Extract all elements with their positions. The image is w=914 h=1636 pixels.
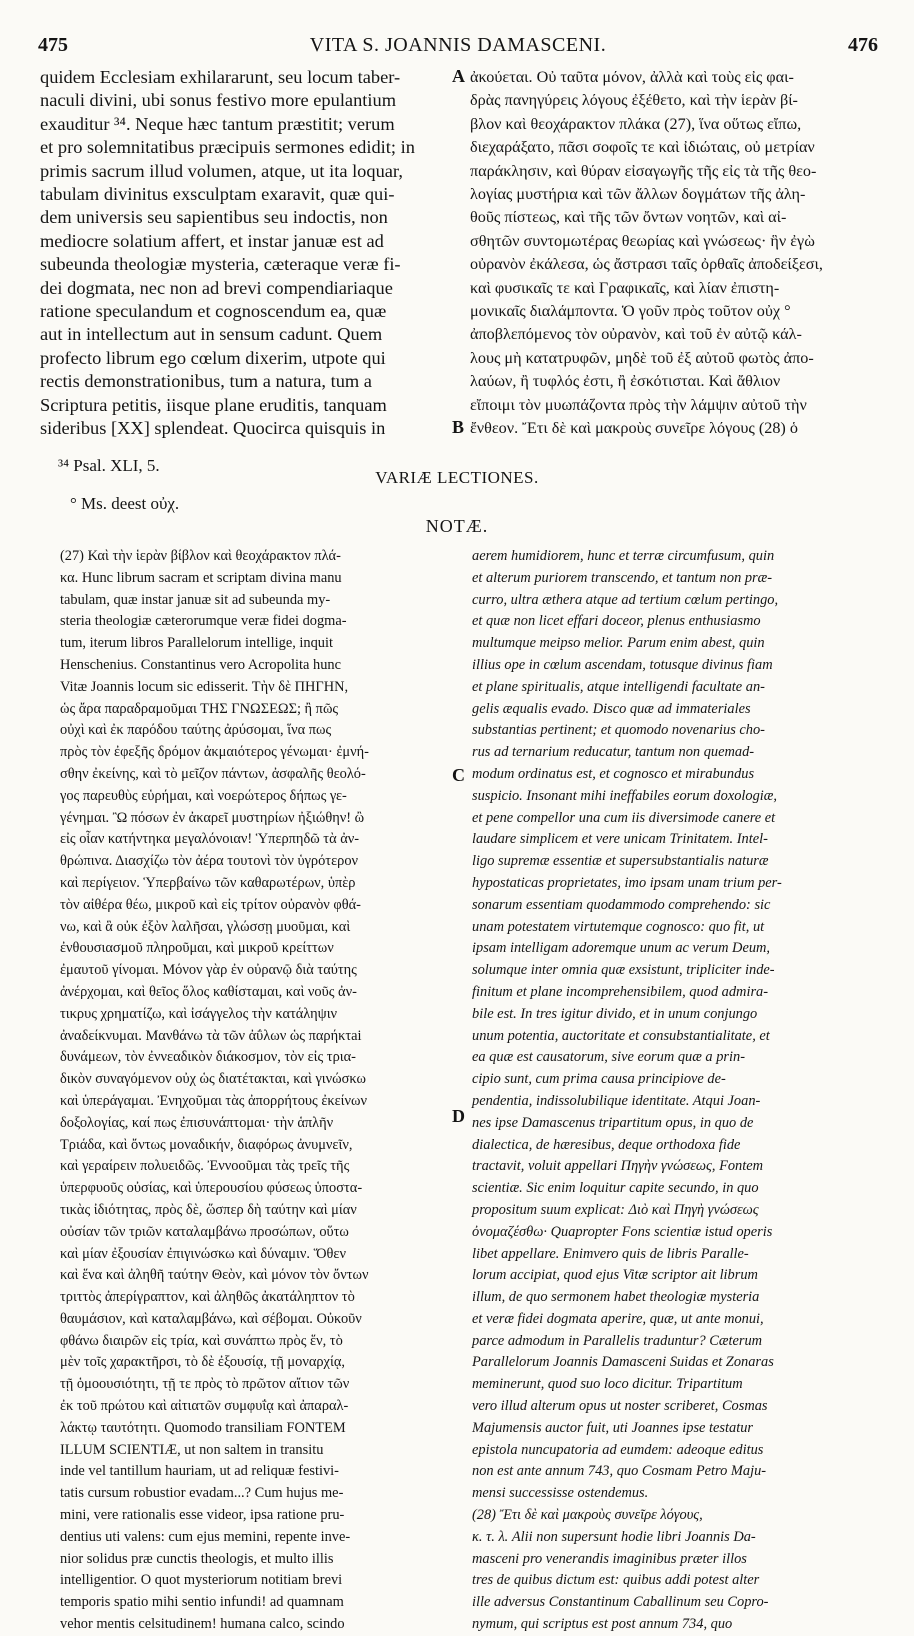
note-line: intelligentior. O quot mysteriorum notitiam brevi: [60, 1572, 343, 1589]
note-line: nes ipse Damascenus tripartitum opus, in quo de: [472, 1114, 754, 1131]
note-line: non est ante annum 743, quo Cosmam Petro Maju-: [472, 1463, 767, 1480]
note-line: multumque meipso melior. Parum enim abest, quin: [472, 635, 765, 652]
note-line: ipsam intelligam adoremque unum ac verum Deum,: [472, 940, 771, 957]
note-line: ἐμαυτοῦ γίνομαι. Μόνον γὰρ ἐν οὐρανῷ διὰ ταύτης: [60, 962, 357, 979]
greek-text-line: παράκλησιν, καὶ θύραν εἰσαγωγῆς τῆς εἰς τὰ τῆς θεο-: [470, 161, 817, 180]
latin-text-line: naculi divini, ubi sonus festivo more epulantium: [40, 90, 397, 111]
footnote-latin: ³⁴ Psal. XLI, 5.: [58, 456, 160, 475]
note-line: ἐνθουσιασμοῦ πληροῦμαι, καὶ μικροῦ κρείττων: [60, 940, 334, 957]
greek-text-line: ἀκούεται. Οὐ ταῦτα μόνον, ἀλλὰ καὶ τοὺς εἰς φαι-: [470, 68, 794, 86]
note-line: suspicio. Insonant mihi ineffabiles eorum doxologiæ,: [472, 787, 777, 804]
latin-text-line: dem universis seu sapientibus seu indoctis, non: [40, 207, 388, 228]
note-line: temporis spatio mihi sentio infundi! ad quamnam: [60, 1594, 344, 1611]
column-marker-a: A: [452, 66, 465, 86]
note-line: τὸν αἰθέρα θέω, μικροῦ καὶ εἰς τρίτον οὐρανὸν φθά-: [60, 896, 361, 913]
note-line: δοξολογίας, καί πως ἐπισυνάπτομαι· τὴν ἁπλῆν: [60, 1114, 334, 1131]
note-line: τριττὸς ἀπερίγραπτον, καὶ ἀληθῶς ἀκατάληπτον τὸ: [60, 1289, 355, 1306]
note-line: δυνάμεων, τὸν ἐννεαδικὸν διάκοσμον, τὸν εἰς τρια-: [60, 1049, 356, 1066]
note-line: laudare simplicem et vere unicam Trinitatem. Intel-: [472, 831, 768, 848]
note-line: inde vel tantillum hauriam, ut ad reliquæ festivi-: [60, 1463, 339, 1480]
note-line: libet appellare. Enimvero quis de libris Paralle-: [472, 1245, 749, 1262]
greek-text-line: εἴποιμι τὸν μυωπάζοντα πρὸς τὴν λάμψιν αὐτοῦ τὴν: [470, 395, 807, 414]
note-line: νω, καὶ ἃ οὐκ ἐξὸν λαλῆσαι, γλώσσῃ μυοῦμαι, καὶ: [60, 918, 351, 935]
note-line: mensi successisse ostendemus.: [472, 1485, 649, 1502]
latin-text-line: exauditur ³⁴. Neque hæc tantum præstitit; verum: [40, 113, 395, 134]
note-line: tres de quibus dictum est: quibus addi potest alter: [472, 1572, 760, 1589]
note-line: sonarum essentiam quodammodo comprehendo: sic: [472, 896, 771, 913]
note-line: φθάνω διαιρῶν εἰς τρία, καὶ συνάπτω πρὸς ἕν, τὸ: [60, 1332, 343, 1349]
note-line: vehor mentis celsitudinem! humana calco, scindo: [60, 1616, 345, 1633]
note-line: vero illud alterum opus ut noster scriberet, Cosmas: [472, 1398, 768, 1415]
latin-text-line: sideribus [XX] splendeat. Quocirca quisquis in: [40, 418, 386, 439]
greek-text-line: ἀποβλεπόμενος τὸν οὐρανὸν, καὶ τοῦ ἐν αὐτῷ κάλ-: [470, 325, 802, 344]
note-line: scientiæ. Sic enim loquitur capite secundo, in quo: [472, 1180, 759, 1197]
note-line: Henschenius. Constantinus vero Acropolita hunc: [60, 656, 341, 673]
column-marker-d: D: [452, 1106, 465, 1126]
latin-text-line: Scriptura petitis, iisque plane eruditis, tanquam: [40, 394, 387, 415]
running-header: [38, 34, 878, 60]
column-marker-b: B: [452, 417, 465, 437]
latin-text-line: rectis demonstrationibus, tum a natura, tum a: [40, 371, 372, 392]
latin-text-line: subeunda theologiæ mysteria, cæteraque veræ fi-: [40, 254, 401, 275]
note-line: καὶ ἕνα καὶ ἀληθῆ ταύτην Θεὸν, καὶ μόνον τὸν ὄντων: [60, 1267, 369, 1284]
note-line: πρὸς τὸν ἐφεξῆς δρόμον ἀκμαιότερος γένωμαι· ἐμνή-: [60, 744, 369, 761]
note-line: καὶ μίαν ἐξουσίαν ἐπιγινώσκω καὶ δύναμιν. Ὅθεν: [60, 1245, 346, 1262]
note-line: Parallelorum Joannis Damasceni Suidas et Zonaras: [472, 1354, 774, 1371]
note-line: καὶ ὑπεράγαμαι. Ἐνηχοῦμαι τὰς ἀπορρήτους ἐκείνων: [60, 1092, 368, 1109]
note-line: ILLUM SCIENTIÆ, ut non saltem in transitu: [60, 1441, 324, 1458]
variae-lectiones-heading: VARIÆ LECTIONES.: [375, 468, 539, 487]
note-line: illius ope in cœlum ascendam, totusque divinus fiam: [472, 656, 773, 673]
note-line: τικὰς ἰδιότητας, πρὸς δὲ, ὥσπερ δὴ ταύτην καὶ μίαν: [60, 1201, 357, 1218]
latin-text-line: quidem Ecclesiam exhilararunt, seu locum taber-: [40, 67, 401, 87]
note-line: aerem humidiorem, hunc et terræ circumfusum, quin: [472, 548, 775, 564]
greek-text-line: βλον καὶ θεοχάρακτον πλάκα (27), ἵνα οὕτως εἴπω,: [470, 114, 802, 133]
note-line: ea quæ est causatorum, sive eorum quæ a prin-: [472, 1049, 746, 1066]
note-line: τικρυς χρηματίζω, καὶ ἰσάγγελος τὴν κατάληψιν: [60, 1005, 338, 1022]
note-line: δικὸν συναγόμενον οὐχ ὡς διατέτακται, καὶ γινώσκω: [60, 1071, 367, 1088]
note-line: κ. τ. λ. Alii non supersunt hodie libri Joannis Da-: [472, 1528, 756, 1545]
page-number-left: 475: [38, 34, 68, 56]
note-line: et alterum puriorem transcendo, et tantum non præ-: [472, 569, 773, 586]
page-number-right: 476: [848, 34, 878, 56]
note-line: λάκτῳ ταυτότητι. Quomodo transiliam FONTEM: [60, 1419, 346, 1436]
greek-text-line: οὐρανὸν ἐκάλεσα, ὡς ἄστρασι ταῖς ὀρθαῖς ἀποδείξεσι,: [470, 255, 823, 274]
note-line: καὶ γεραίρειν πολυειδῶς. Ἐννοοῦμαι τὰς τρεῖς τῆς: [60, 1158, 350, 1175]
note-line: rus ad ternarium reducatur, tantum non quemad-: [472, 744, 755, 761]
note-line: substantias pertinent; et quomodo novenarius cho-: [472, 722, 765, 739]
greek-text-line: λους μὴ κατατρυφῶν, μηδὲ τοῦ ἐξ αὐτοῦ φωτὸς ἀπο-: [470, 348, 814, 367]
note-line: meminerunt, quod suo loco dicitur. Tripartitum: [472, 1376, 743, 1393]
latin-text-line: profecto librum ego cœlum dixerim, utpote qui: [40, 347, 386, 368]
note-line: tabulam, quæ instar januæ sit ad subeunda my-: [60, 591, 331, 608]
note-line: tatis cursum robustior evadam...? Cum hujus me-: [60, 1485, 344, 1502]
note-line: et pene compellor una cum iis diversimode canere et: [472, 809, 776, 826]
greek-text-line: διεχαράξατο, πᾶσι σοφοῖς τε καὶ ἰδιώταις, οὐ μετρίαν: [470, 138, 815, 157]
note-line: lorum accipiat, quod ejus Vitæ scriptor ait librum: [472, 1267, 758, 1284]
column-marker-c: C: [452, 765, 465, 785]
greek-text-line: θοῦς πίστεως, καὶ τῆς τῶν ὄντων νοητῶν, καὶ αἰ-: [470, 208, 787, 227]
greek-text-line: μονικαῖς διαλάμποντα. Ὁ γοῦν πρὸς τοῦτον οὐχ °: [470, 302, 791, 321]
note-line: γένημαι. Ὢ πόσων ἐν ἀκαρεῖ μυστηρίων ἠξιώθην! ὢ: [60, 809, 365, 826]
note-line: (28) Ἔτι δὲ καὶ μακροὺς συνεῖρε λόγους,: [472, 1507, 703, 1524]
note-line: curro, ultra æthera atque ad tertium cœlum pertingo,: [472, 591, 779, 608]
note-line: τῇ ὁμοουσιότητι, τῇ τε πρὸς τὸ πρῶτον αἴτιον τῶν: [60, 1376, 350, 1393]
note-line: pendentia, indissolubilique identitate. Atqui Joan-: [472, 1092, 761, 1109]
note-line: et veræ fidei dogmata aperire, quæ, ut ante monui,: [472, 1310, 764, 1327]
note-line: et plane spiritualis, atque intelligendi facultate an-: [472, 678, 765, 695]
note-line: gelis æqualis evado. Disco quæ ad immateriales: [472, 700, 751, 717]
notes-right-column: [472, 546, 878, 1636]
note-line: ἀναδείκνυμαι. Μανθάνω τὰ τῶν ἀΰλων ὡς παρήκτai: [60, 1027, 362, 1044]
footnote-greek: ° Ms. deest οὐχ.: [70, 494, 180, 513]
note-line: dialectica, de hæresibus, deque orthodoxa fide: [472, 1136, 741, 1153]
latin-text-line: et pro solemnitatibus præcipuis sermones edidit; in: [40, 137, 415, 158]
note-line: bile est. In tres igitur divido, et in unum conjungo: [472, 1005, 758, 1022]
note-line: Majumensis auctor fuit, uti Joannes ipse testatur: [472, 1419, 753, 1436]
note-line: εἰς οἷαν κατήντηκα μεγαλόνοιαν! Ὑπερπηδῶ τὰ ἀν-: [60, 831, 360, 848]
note-line: οὐχὶ καὶ ἐκ παρόδου ταύτης ἀρύσομαι, ἵνα πως: [60, 722, 332, 739]
notae-heading: NOTÆ.: [425, 516, 489, 536]
note-line: hypostaticas proprietates, imo ipsam unam trium per-: [472, 874, 782, 891]
note-line: Τριάδα, καὶ ὄντως μοναδικήν, διαφόρως ἀνυμνεῖν,: [60, 1136, 353, 1153]
latin-text-line: tabulam divinitus exsculptam exaravit, quæ qui-: [40, 184, 395, 205]
note-line: solumque inter omnia quæ exsistunt, tripliciter inde-: [472, 962, 775, 979]
note-line: cipio sunt, cum prima causa principiove de-: [472, 1071, 726, 1088]
note-line: tractavit, voluit appellari Πηγὴν γνώσεως, Fontem: [472, 1158, 764, 1175]
greek-text-column: [470, 66, 880, 441]
note-line: unum potentia, auctoritate et consubstantialitate, et: [472, 1027, 770, 1044]
greek-text-line: ἔνθεον. Ἔτι δὲ καὶ μακροὺς συνεῖρε λόγους (28) ὁ: [470, 419, 798, 438]
note-line: tum, iterum libros Parallelorum intellige, inquit: [60, 635, 333, 652]
note-line: (27) Καὶ τὴν ἱερὰν βίβλον καὶ θεοχάρακτον πλά-: [60, 548, 341, 564]
note-line: καὶ περίγειον. Ὑπερβαίνω τῶν καθαρωτέρων, ὑπὲρ: [60, 874, 356, 891]
note-line: mini, vere rationalis esse videor, ipsa ratione pru-: [60, 1507, 345, 1524]
latin-text-line: primis sacrum illud volumen, atque, ut ita loquar,: [40, 160, 403, 181]
note-line: steria theologiæ cæterorumque veræ fidei dogma-: [60, 613, 347, 630]
notes-left-column: [60, 546, 440, 1636]
note-line: σθην ἐκείνης, καὶ τὸ μεῖζον πάντων, ἀσφαλῆς θεολό-: [60, 765, 366, 782]
latin-text-line: dei dogmata, nec non ad brevi compendiariaque: [40, 277, 393, 298]
note-line: θρώπινα. Διασχίζω τὸν ἀέρα τουτονὶ τὸν ὑγρότερον: [60, 853, 359, 870]
note-line: unam potestatem virtutemque cognosco: quo fit, ut: [472, 918, 765, 935]
greek-text-line: καὶ φυσικαῖς τε καὶ Γραφικαῖς, καὶ λίαν ἐπιστη-: [470, 278, 780, 297]
greek-text-line: δρὰς πανηγύρεις λόγους ἐξέθετο, καὶ τὴν ἱερὰν βί-: [470, 91, 798, 110]
note-line: et quæ non licet effari doceor, plenus enthusiasmo: [472, 613, 761, 630]
note-line: κα. Hunc librum sacram et scriptam divina manu: [60, 569, 342, 586]
latin-text-line: mediocre solatium affert, et instar januæ est ad: [40, 230, 384, 251]
note-line: dentius uti valens: cum ejus memini, repente inve-: [60, 1528, 351, 1545]
note-line: ὡς ἄρα παραδραμοῦμαι ΤΗΣ ΓΝΩΣΕΩΣ; ἢ πῶς: [60, 700, 339, 717]
note-line: γος παρευθὺς εὑρήμαι, καὶ νοερώτερος δήπως γε-: [60, 787, 347, 804]
greek-text-line: λαύων, ἢ τυφλός ἐστι, ἢ ἐσκότισται. Καὶ ἄθλιον: [470, 372, 781, 391]
note-line: θαυμάσιον, καὶ καταλαμβάνω, καὶ σέβομαι. Οὐκοῦν: [60, 1310, 362, 1327]
note-line: illum, de quo sermonem habet theologiæ mysteria: [472, 1289, 760, 1306]
note-line: parce admodum in Parallelis traduntur? Cæterum: [472, 1332, 763, 1349]
running-title: VITA S. JOANNIS DAMASCENI.: [309, 34, 607, 56]
note-line: masceni pro venerandis imaginibus præter illos: [472, 1550, 747, 1567]
note-line: nior solidus præ cunctis theologis, et multo illis: [60, 1550, 334, 1567]
latin-text-line: ratione speculandum et cognoscendum ea, quæ: [40, 301, 387, 322]
note-line: ἐκ τοῦ πρώτου καὶ αἰτιατῶν συμφυΐᾳ καὶ ἀπαραλ-: [60, 1398, 349, 1415]
greek-text-line: σθητῶν συντομωτέρας θεωρίας καὶ γνώσεως· ἣν ἐγὼ: [470, 231, 815, 250]
note-line: μὲν τοῖς χαρακτῆρσι, τὸ δὲ ἐξουσίᾳ, τῇ μοναρχίᾳ,: [60, 1354, 345, 1371]
note-line: finitum et plane incomprehensibilem, quod admira-: [472, 983, 769, 1000]
note-line: ligo supremæ essentiæ et supersubstantialis naturæ: [472, 853, 769, 870]
note-line: ὑπερφυοῦς οὐσίας, καὶ ὑπερουσίου φύσεως ὑποστα-: [60, 1180, 363, 1197]
note-line: ἀνέρχομαι, καὶ θεῖος ὅλος καθίσταμαι, καὶ νοῦς ἀν-: [60, 983, 357, 1000]
note-line: ille adversus Constantinum Caballinum seu Copro-: [472, 1594, 769, 1611]
note-line: modum ordinatus est, et cognosco et mirabundus: [472, 765, 755, 782]
note-line: epistola nuncupatoria ad eumdem: adeoque editus: [472, 1441, 764, 1458]
note-line: nymum, qui scriptus est post annum 734, quo: [472, 1616, 733, 1633]
note-line: Vitæ Joannis locum sic edisserit. Τὴν δὲ ΠΗΓΗΝ,: [60, 678, 349, 695]
greek-text-line: λογίας μυστήρια καὶ τῶν ἄλλων δογμάτων τῆς ἀλη-: [470, 185, 806, 204]
latin-text-line: aut in intellectum aut in sensum cadunt. Quem: [40, 324, 383, 345]
note-line: οὐσίαν τῶν τριῶν καταλαμβάνω προσώπων, οὕτω: [60, 1223, 349, 1240]
latin-text-column: [40, 66, 444, 441]
note-line: ὀνομαζέσθω· Quapropter Fons scientiæ istud operis: [472, 1223, 773, 1240]
note-line: propositum suum explicat: Διὸ καὶ Πηγὴ γνώσεως: [472, 1201, 759, 1218]
